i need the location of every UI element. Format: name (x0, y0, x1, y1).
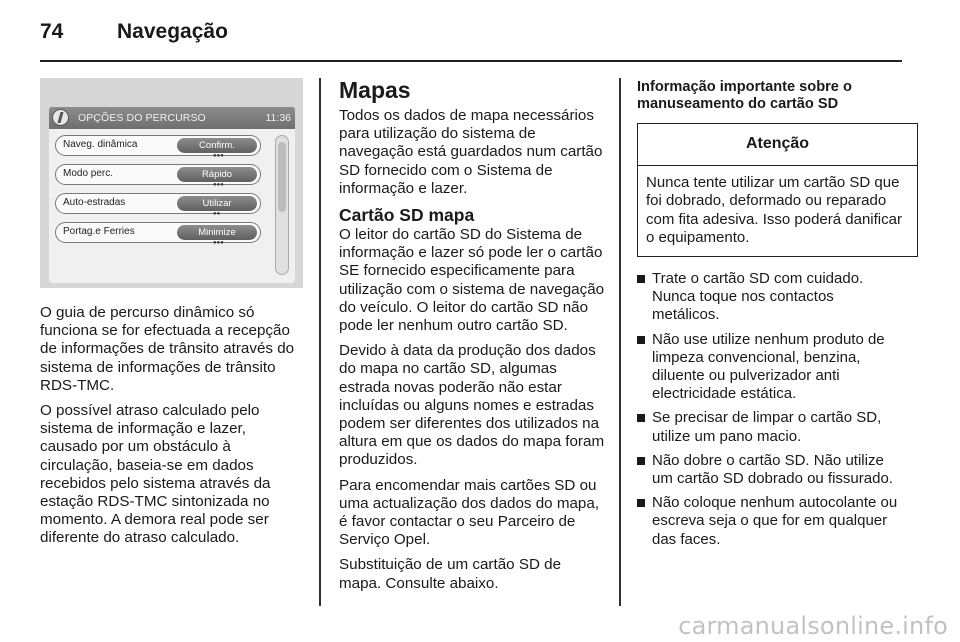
warning-box (637, 123, 918, 257)
list-item: Não coloque nenhum autocolante ou escreva seja o que for em qualquer das faces. (637, 494, 903, 549)
option-label: Auto-estradas (63, 197, 126, 208)
paragraph: Para encomendar mais cartões SD ou uma actualização dos dados do mapa, é favor contactar o seu Parceiro de Serviço Opel. (339, 476, 600, 549)
list-item: Trate o cartão SD com cuidado. Nunca toque nos contactos metálicos. (637, 270, 903, 325)
column-divider-2 (619, 78, 621, 606)
option-row[interactable] (55, 135, 261, 159)
list-item: Não dobre o cartão SD. Não utilize um cartão SD dobrado ou fissurado. (637, 452, 903, 488)
paragraph: O guia de percurso dinâmico só funciona se for efectuada a recepção de informações de trânsito através do sistema de informações de trânsito RDS-TMC. (40, 304, 295, 394)
paragraph: O possível atraso calculado pelo sistema de informação e lazer, causado por um obstáculo à circulação, baseia-se em dados recebidos pelo sistema através da estação RDS-TMC sintonizada no momento. A demora real pode ser diferente do atraso calculado. (40, 402, 271, 547)
option-value-button[interactable]: Rápido (177, 167, 257, 182)
screen-title-bar (49, 107, 295, 129)
option-value-button[interactable]: Confirm. (177, 138, 257, 153)
screen-clock: 11:36 (265, 112, 291, 124)
subsection-heading: Cartão SD mapa (339, 205, 475, 226)
logo-icon (52, 109, 69, 126)
option-dots: ●● (213, 211, 221, 217)
option-value-button[interactable]: Utilizar (177, 196, 257, 211)
option-row[interactable] (55, 222, 261, 246)
scrollbar[interactable] (275, 135, 289, 275)
display-screen (49, 107, 295, 283)
screen-body (49, 129, 295, 283)
column-divider-1 (319, 78, 321, 606)
list-item: Se precisar de limpar o cartão SD, utilize um pano macio. (637, 409, 903, 445)
left-column (40, 304, 306, 555)
middle-column (339, 77, 605, 600)
header-rule (40, 60, 902, 62)
route-options-screenshot (40, 78, 303, 288)
option-row[interactable] (55, 164, 261, 188)
page-title: Navegação (117, 20, 228, 43)
paragraph: Todos os dados de mapa necessários para utilização do sistema de navegação está guardados num cartão SD fornecido com o Sistema de informação e lazer. (339, 107, 603, 197)
option-label: Portag.e Ferries (63, 226, 135, 237)
page-number: 74 (40, 20, 64, 43)
option-dots: ●●● (213, 240, 224, 246)
watermark: carmanualsonline.info (678, 612, 948, 640)
paragraph: Substituição de um cartão SD de mapa. Consulte abaixo. (339, 556, 562, 592)
bullet-list (637, 270, 903, 549)
list-item: Não use utilize nenhum produto de limpeza convencional, benzina, diluente ou pulverizador anti electricidade estática. (637, 331, 903, 404)
option-value-button[interactable]: Minimize (177, 225, 257, 240)
paragraph: Devido à data da produção dos dados do mapa no cartão SD, algumas estrada novas poderão não estar incluídas ou alguns nomes e estradas podem ser diferentes dos utilizados na altura em que os dados do mapa foram produzidos. (339, 342, 605, 469)
option-row[interactable] (55, 193, 261, 217)
option-dots: ●●● (213, 153, 224, 159)
option-dots: ●●● (213, 182, 224, 188)
right-heading: Informação importante sobre o manuseamento do cartão SD (637, 79, 852, 112)
paragraph: O leitor do cartão SD do Sistema de informação e lazer só pode ler o cartão SE fornecido especificamente para utilização com o sistema de navegação do veículo. O leitor do cartão SD não pode ler nenhum outro cartão SD. (339, 226, 605, 335)
option-label: Naveg. dinâmica (63, 139, 138, 150)
section-heading: Mapas (339, 77, 411, 103)
option-label: Modo perc. (63, 168, 114, 179)
warning-title: Atenção (638, 124, 917, 166)
screen-title: OPÇÕES DO PERCURSO (78, 112, 206, 124)
warning-text: Nunca tente utilizar um cartão SD que foi dobrado, deformado ou reparado com fita adesiva. Isso poderá danificar o equipamento. (646, 174, 902, 246)
right-column (637, 79, 903, 555)
